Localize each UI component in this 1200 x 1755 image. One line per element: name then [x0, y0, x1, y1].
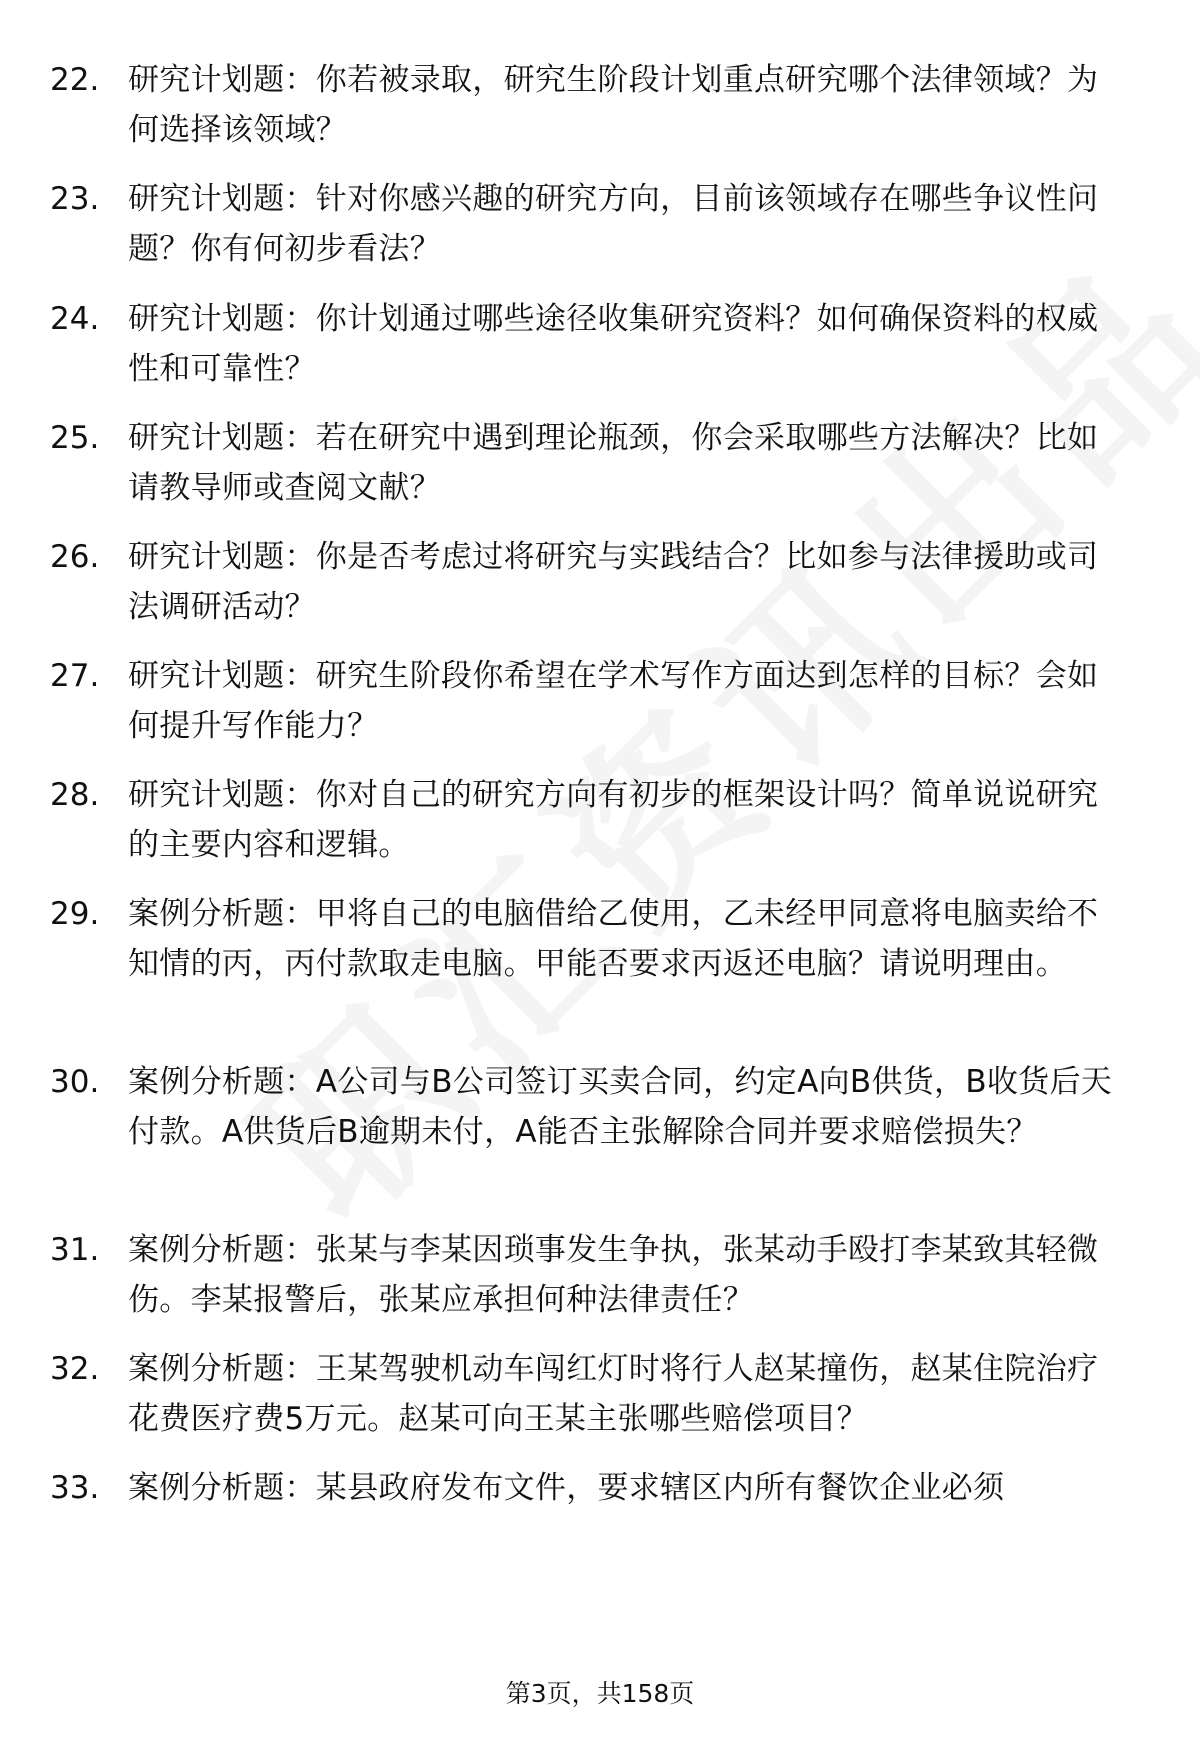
- question-text: 案例分析题：甲将自己的电脑借给乙使用，乙未经甲同意将电脑卖给不知情的丙，丙付款取走电脑。甲能否要求丙返还电脑？请说明理由。: [128, 896, 1099, 982]
- question-number: 26.: [50, 539, 100, 575]
- question-text: 研究计划题：针对你感兴趣的研究方向，目前该领域存在哪些争议性问题？你有何初步看法？: [128, 181, 1099, 267]
- question-text: 案例分析题：A公司与B公司签订买卖合同，约定A向B供货，B收货后天付款。A供货后B逾期未付，A能否主张解除合同并要求赔偿损失？: [128, 1064, 1113, 1150]
- question-number: 22.: [50, 62, 100, 98]
- page-footer: 第3页，共158页: [505, 1679, 695, 1708]
- question-text: 研究计划题：你是否考虑过将研究与实践结合？比如参与法律援助或司法调研活动？: [128, 539, 1099, 625]
- question-list: [50, 0, 1150, 1755]
- question-text: 研究计划题：你若被录取，研究生阶段计划重点研究哪个法律领域？为何选择该领域？: [128, 62, 1099, 148]
- question-number: 30.: [50, 1064, 100, 1100]
- question-number: 24.: [50, 301, 100, 337]
- question-number: 32.: [50, 1351, 100, 1387]
- question-number: 27.: [50, 658, 100, 694]
- question-text: 案例分析题：张某与李某因琐事发生争执，张某动手殴打李某致其轻微伤。李某报警后，张某应承担何种法律责任？: [128, 1232, 1099, 1318]
- question-text: 案例分析题：某县政府发布文件，要求辖区内所有餐饮企业必须: [128, 1470, 1005, 1506]
- question-number: 31.: [50, 1232, 100, 1268]
- question-text: 研究计划题：研究生阶段你希望在学术写作方面达到怎样的目标？会如何提升写作能力？: [128, 658, 1099, 744]
- question-text: 案例分析题：王某驾驶机动车闯红灯时将行人赵某撞伤，赵某住院治疗花费医疗费5万元。赵某可向王某主张哪些赔偿项目？: [128, 1351, 1099, 1437]
- question-number: 33.: [50, 1470, 100, 1506]
- question-number: 25.: [50, 420, 100, 456]
- question-text: 研究计划题：若在研究中遇到理论瓶颈，你会采取哪些方法解决？比如请教导师或查阅文献？: [128, 420, 1099, 506]
- question-number: 28.: [50, 777, 100, 813]
- question-number: 29.: [50, 896, 100, 932]
- question-text: 研究计划题：你计划通过哪些途径收集研究资料？如何确保资料的权威性和可靠性？: [128, 301, 1099, 387]
- question-number: 23.: [50, 181, 100, 217]
- question-text: 研究计划题：你对自己的研究方向有初步的框架设计吗？简单说说研究的主要内容和逻辑。: [128, 777, 1099, 863]
